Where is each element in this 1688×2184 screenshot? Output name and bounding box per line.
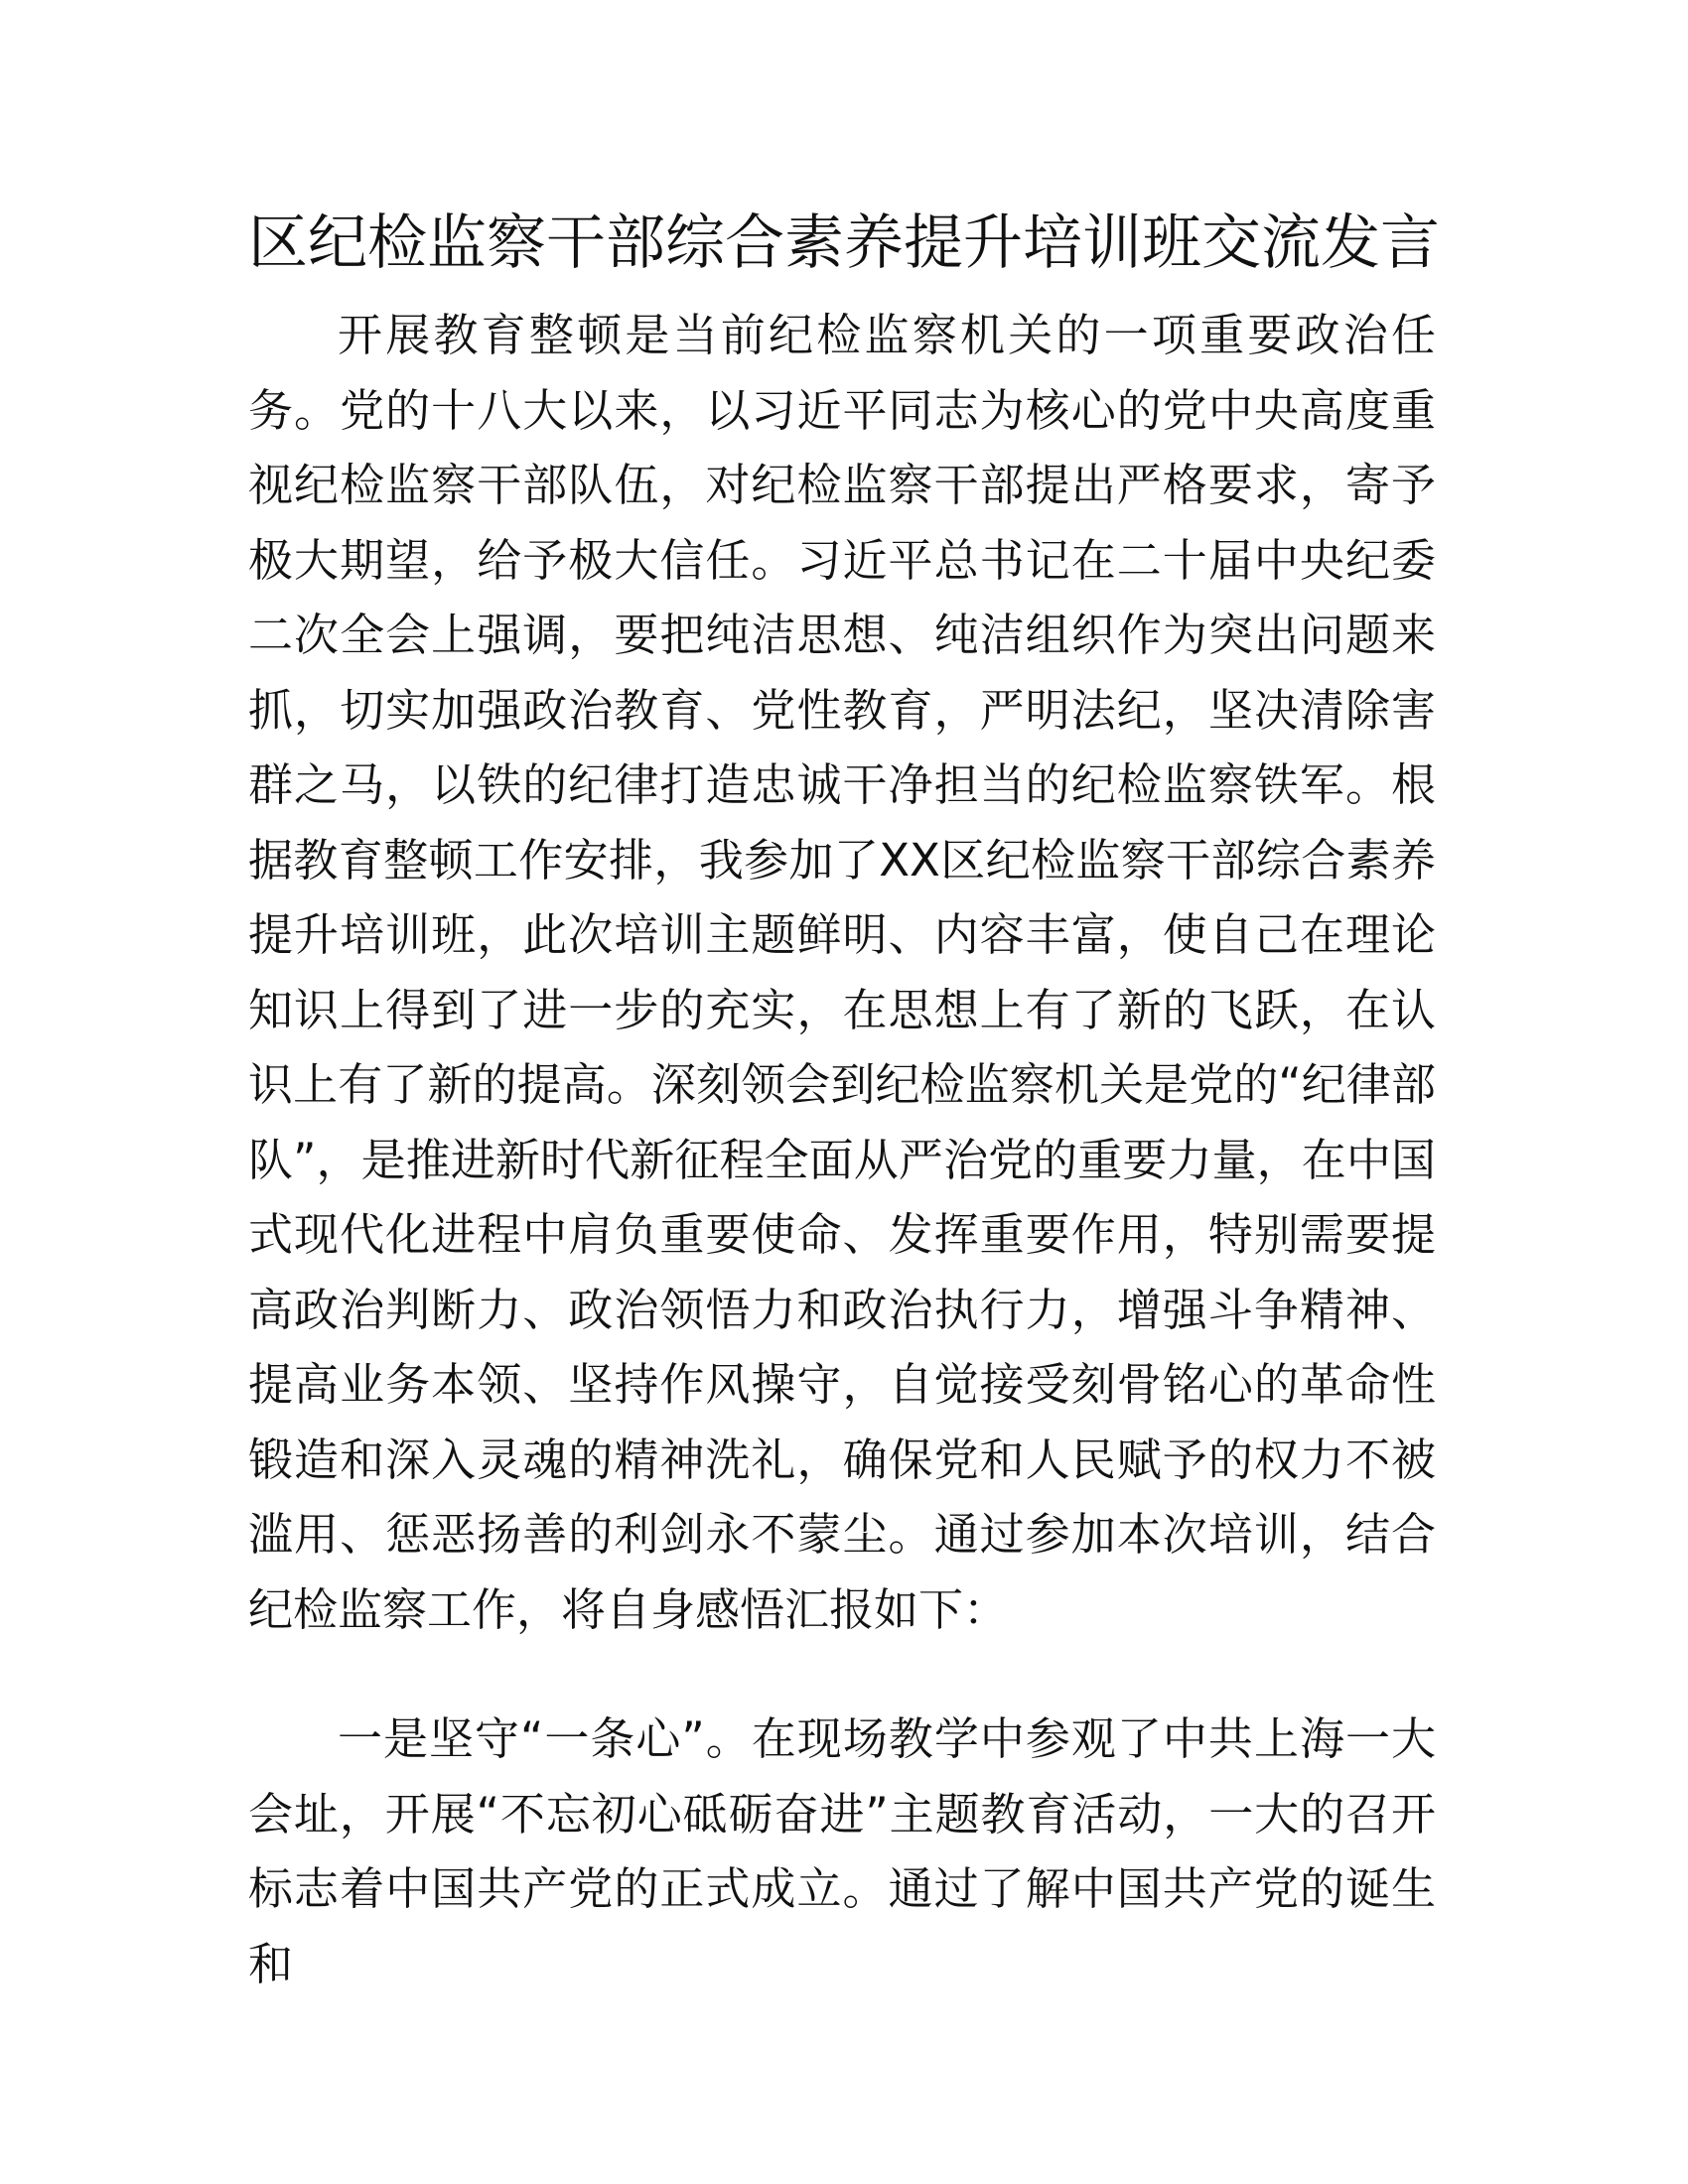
document-title: 区纪检监察干部综合素养提升培训班交流发言 [248, 208, 1440, 278]
body-paragraph-point-one: 一是坚守“一条心”。在现场教学中参观了中共上海一大会址，开展“不忘初心砥砺奋进”主题教育活动，一大的召开标志着中国共产党的正式成立。通过了解中国共产党的诞生和 [248, 1712, 1436, 1990]
body-paragraph-intro: 开展教育整顿是当前纪检监察机关的一项重要政治任务。党的十八大以来，以习近平同志为核心的党中央高度重视纪检监察干部队伍，对纪检监察干部提出严格要求，寄予极大期望，给予极大信任。习近平总书记在二十届中央纪委二次全会上强调，要把纯洁思想、纯洁组织作为突出问题来抓，切实加强政治教育、党性教育，严明法纪，坚决清除害群之马，以铁的纪律打造忠诚干净担当的纪检监察铁军。根据教育整顿工作安排，我参加了XX区纪检监察干部综合素养提升培训班，此次培训主题鲜明、内容丰富，使自己在理论知识上得到了进一步的充实，在思想上有了新的飞跃，在认识上有了新的提高。深刻领会到纪检监察机关是党的“纪律部队”，是推进新时代新征程全面从严治党的重要力量，在中国式现代化进程中肩负重要使命、发挥重要作用，特别需要提高政治判断力、政治领悟力和政治执行力，增强斗争精神、提高业务本领、坚持作风操守，自觉接受刻骨铭心的革命性锻造和深入灵魂的精神洗礼，确保党和人民赋予的权力不被滥用、惩恶扬善的利剑永不蒙尘。通过参加本次培训，结合纪检监察工作，将自身感悟汇报如下： [248, 309, 1436, 1636]
